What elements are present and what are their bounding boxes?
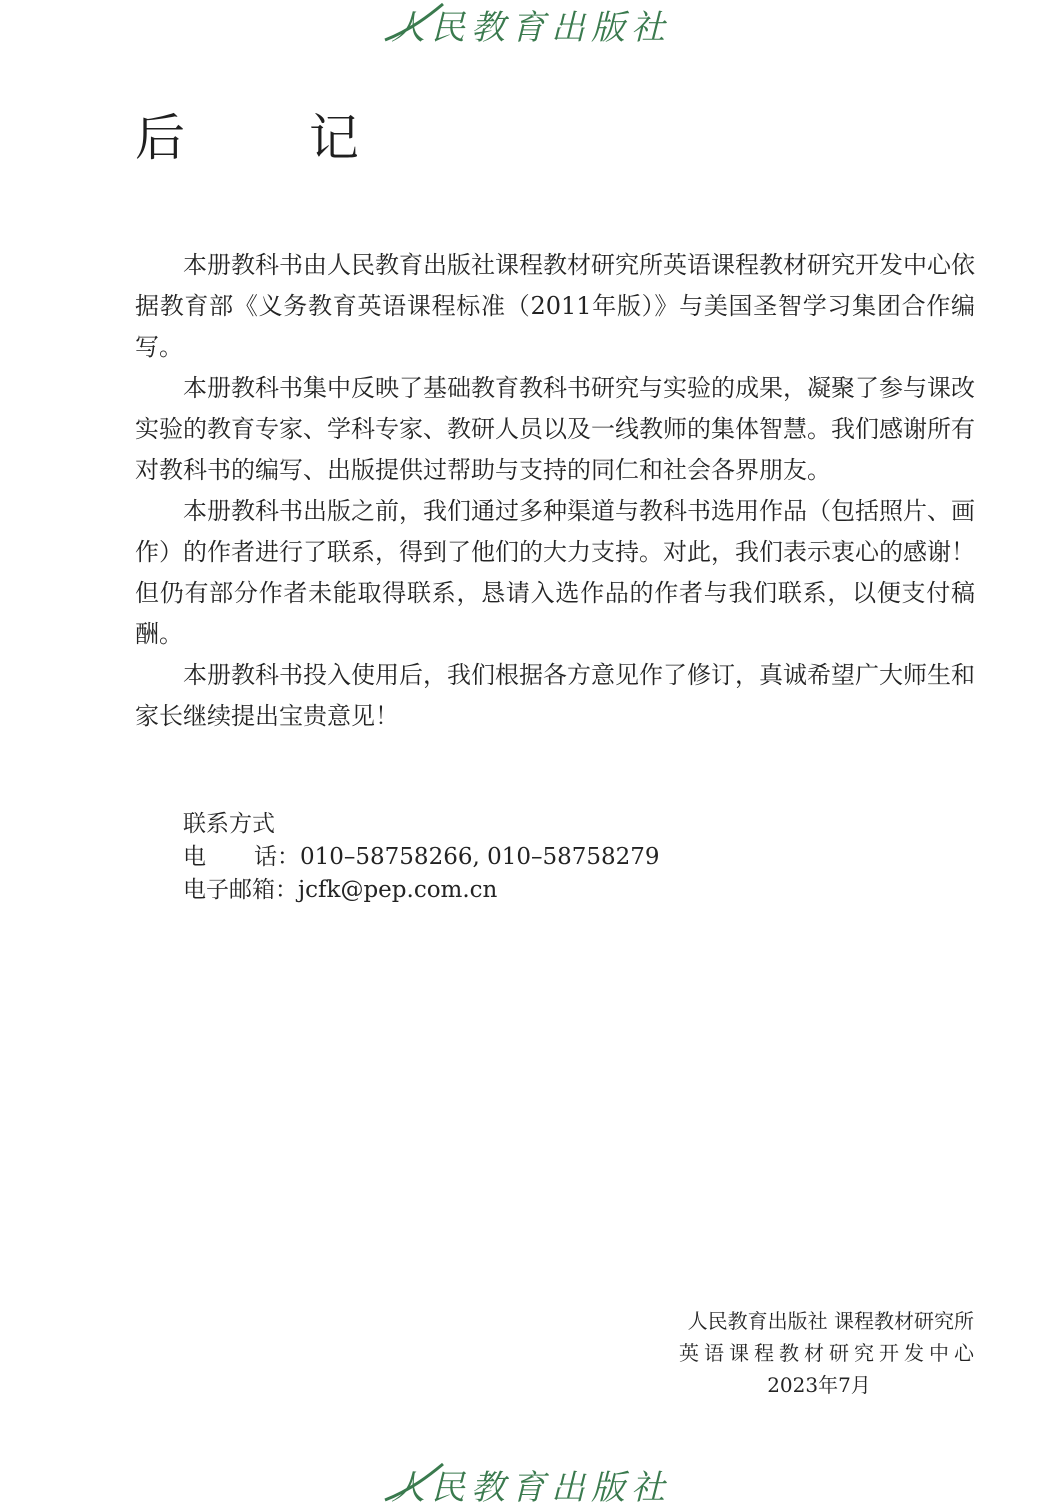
paragraph: 本册教科书由人民教育出版社课程教材研究所英语课程教材研究开发中心依据教育部《义务教育英语课程标准（2011年版）》与美国圣智学习集团合作编写。 xyxy=(135,251,975,361)
signature-org: 人民教育出版社 课程教材研究所 xyxy=(687,1309,974,1333)
logo-swoosh-icon xyxy=(381,1460,681,1506)
phone-label-2: 话： xyxy=(254,844,300,870)
logo-swoosh-icon xyxy=(381,0,681,46)
email-row xyxy=(183,874,660,907)
signature-date: 2023年7月 xyxy=(767,1373,871,1397)
email-label: 电子邮箱： xyxy=(183,877,298,903)
phone-value: 010–58758266, 010–58758279 xyxy=(300,844,660,870)
logo-text: 人民教育出版社 xyxy=(391,8,671,48)
page-title: 后 记 xyxy=(135,109,413,167)
paragraph: 本册教科书出版之前，我们通过多种渠道与教科书选用作品（包括照片、画作）的作者进行了联系，得到了他们的大力支持。对此，我们表示衷心的感谢！但仍有部分作者未能取得联系，恳请入选作品的作者与我们联系，以便支付稿酬。 xyxy=(135,497,975,648)
contact-block xyxy=(183,808,660,907)
logo-text: 人民教育出版社 xyxy=(391,1468,671,1508)
phone-label-1: 电 xyxy=(183,844,206,870)
signature-block xyxy=(664,1305,979,1401)
publisher-logo-bottom xyxy=(0,1460,1062,1509)
afterword-body xyxy=(135,245,975,737)
paragraph: 本册教科书集中反映了基础教育教科书研究与实验的成果，凝聚了参与课改实验的教育专家、学科专家、教研人员以及一线教师的集体智慧。我们感谢所有对教科书的编写、出版提供过帮助与支持的同仁和社会各界朋友。 xyxy=(135,374,975,484)
email-value: jcfk@pep.com.cn xyxy=(298,877,498,903)
publisher-logo-top xyxy=(0,0,1062,49)
contact-heading: 联系方式 xyxy=(183,811,275,837)
phone-row xyxy=(183,841,660,874)
signature-center: 英语课程教材研究开发中心 xyxy=(679,1341,979,1365)
paragraph: 本册教科书投入使用后，我们根据各方意见作了修订，真诚希望广大师生和家长继续提出宝贵意见！ xyxy=(135,661,975,730)
